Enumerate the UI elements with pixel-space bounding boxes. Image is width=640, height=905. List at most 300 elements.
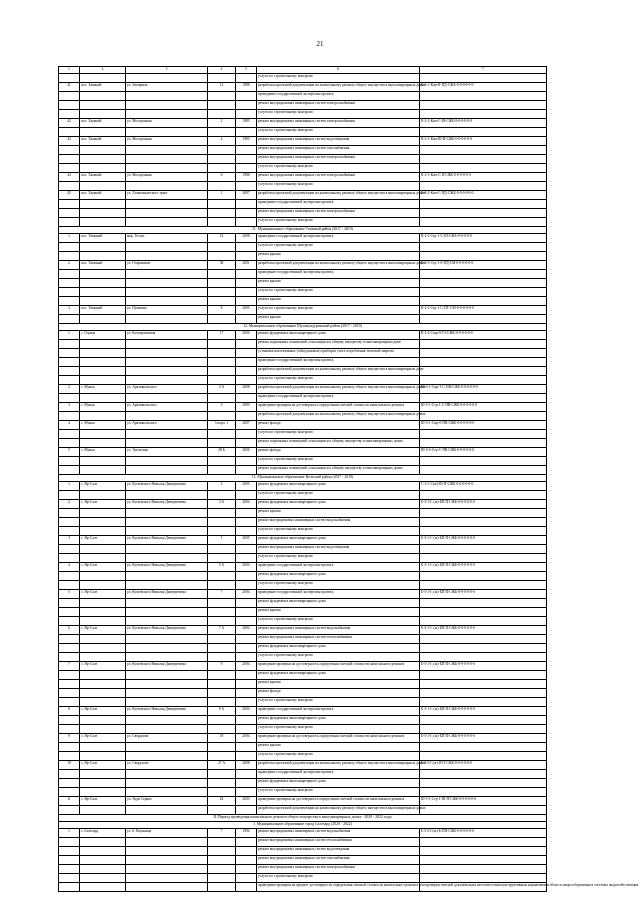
settlement-cell: пос. Таежный bbox=[80, 234, 126, 243]
row-number-cell bbox=[59, 865, 80, 874]
year-cell: 2005 bbox=[236, 306, 257, 315]
year-cell: 2006 bbox=[236, 448, 257, 457]
street-cell bbox=[126, 581, 208, 590]
code-cell bbox=[420, 288, 547, 297]
table-row bbox=[59, 788, 547, 797]
year-cell: 2007 bbox=[236, 421, 257, 430]
year-cell: 2004 bbox=[236, 662, 257, 671]
street-cell: ул. Кугаевского Николая Дмитриевича bbox=[126, 536, 208, 545]
settlement-cell bbox=[80, 74, 126, 83]
house-number-cell bbox=[208, 770, 236, 779]
section-heading-row bbox=[59, 324, 547, 331]
house-number-cell bbox=[208, 752, 236, 761]
settlement-cell: с. Яр-Сале bbox=[80, 734, 126, 743]
year-cell: 2005 bbox=[236, 536, 257, 545]
work-type-cell: услуги по строительному контролю bbox=[257, 457, 420, 466]
code-cell bbox=[420, 367, 547, 376]
code-cell bbox=[420, 101, 547, 110]
house-number-cell: 17 bbox=[208, 331, 236, 340]
street-cell bbox=[126, 856, 208, 865]
code-cell: Б-3-1-С (ж)-БП-П-СЖБ-0-0-0-0-0-0 bbox=[420, 707, 547, 716]
year-cell bbox=[236, 518, 257, 527]
year-cell bbox=[236, 164, 257, 173]
code-cell: II-2-1-Ком-С-II-СЖБ-0-0-0-0-0-0 bbox=[420, 173, 547, 182]
work-type-cell: услуги по строительному контролю bbox=[257, 617, 420, 626]
table-row bbox=[59, 500, 547, 509]
house-number-cell bbox=[208, 545, 236, 554]
table-row bbox=[59, 599, 547, 608]
row-number-cell bbox=[59, 92, 80, 101]
code-cell: Б-3-2-С(ж)-Б-ПП-СЖБ-0-0-0-0-0-0 bbox=[420, 829, 547, 838]
work-type-cell: ремонт крыши bbox=[257, 743, 420, 752]
settlement-cell bbox=[80, 297, 126, 306]
code-cell: III-5-1-Стр-1-III-П-СЖБ-0-0-0-0-0-0 bbox=[420, 797, 547, 806]
year-cell bbox=[236, 608, 257, 617]
row-number-cell bbox=[59, 752, 80, 761]
code-cell bbox=[420, 491, 547, 500]
table-row bbox=[59, 608, 547, 617]
row-number-cell bbox=[59, 608, 80, 617]
code-cell bbox=[420, 430, 547, 439]
code-cell bbox=[420, 340, 547, 349]
year-cell bbox=[236, 671, 257, 680]
street-cell bbox=[126, 297, 208, 306]
code-cell: Б-3-1-С (ж)-БП-П-СЖБ-0-0-0-0-0-0 bbox=[420, 536, 547, 545]
code-cell bbox=[420, 182, 547, 191]
table-row bbox=[59, 527, 547, 536]
row-number-cell bbox=[59, 680, 80, 689]
row-number-cell: 5 bbox=[59, 448, 80, 457]
row-number-cell bbox=[59, 883, 80, 892]
table-row bbox=[59, 173, 547, 182]
work-type-cell: услуги по строительному контролю bbox=[257, 874, 420, 883]
year-cell bbox=[236, 806, 257, 815]
code-cell bbox=[420, 847, 547, 856]
year-cell bbox=[236, 716, 257, 725]
table-row bbox=[59, 279, 547, 288]
year-cell bbox=[236, 689, 257, 698]
table-row bbox=[59, 743, 547, 752]
row-number-cell bbox=[59, 367, 80, 376]
work-type-cell: проведение государственной экспертизы проекта bbox=[257, 770, 420, 779]
settlement-cell bbox=[80, 155, 126, 164]
row-number-cell bbox=[59, 770, 80, 779]
street-cell bbox=[126, 874, 208, 883]
year-cell bbox=[236, 349, 257, 358]
page-number: 21 bbox=[316, 40, 324, 48]
code-cell bbox=[420, 581, 547, 590]
settlement-cell bbox=[80, 617, 126, 626]
row-number-cell: 41 bbox=[59, 83, 80, 92]
street-cell: ул. Пушкина bbox=[126, 306, 208, 315]
street-cell bbox=[126, 644, 208, 653]
row-number-cell bbox=[59, 200, 80, 209]
row-number-cell bbox=[59, 412, 80, 421]
row-number-cell bbox=[59, 270, 80, 279]
code-cell: II-2-2-Стр-1-С-ПТ-СМ-0-0-0-0-0-0 bbox=[420, 306, 547, 315]
house-number-cell: 27 А bbox=[208, 761, 236, 770]
work-type-cell: услуги по строительному контролю bbox=[257, 581, 420, 590]
year-cell bbox=[236, 340, 257, 349]
table-row bbox=[59, 331, 547, 340]
code-cell bbox=[420, 518, 547, 527]
work-type-cell: ремонт внутридомовых инженерных систем водоснабжения bbox=[257, 518, 420, 527]
settlement-cell bbox=[80, 164, 126, 173]
year-cell bbox=[236, 155, 257, 164]
street-cell: ул. Арктикольского bbox=[126, 403, 208, 412]
table-row bbox=[59, 191, 547, 200]
row-number-cell bbox=[59, 779, 80, 788]
house-number-cell bbox=[208, 252, 236, 261]
settlement-cell bbox=[80, 412, 126, 421]
row-number-cell bbox=[59, 617, 80, 626]
row-number-cell bbox=[59, 527, 80, 536]
work-type-cell: ремонт фундамента многоквартирного дома bbox=[257, 779, 420, 788]
year-cell bbox=[236, 243, 257, 252]
code-cell bbox=[420, 297, 547, 306]
street-cell bbox=[126, 653, 208, 662]
settlement-cell: с. Яр-Сале bbox=[80, 662, 126, 671]
house-number-cell bbox=[208, 315, 236, 324]
row-number-cell bbox=[59, 439, 80, 448]
section-heading: 11. Муниципальное образование Таежный район (2017 - 2019) bbox=[59, 227, 547, 234]
code-cell: II-2-1-Ком-III-И-СЖБ-0-0-0-0-0-0 bbox=[420, 137, 547, 146]
code-cell: Б-3-1-С (ж)-БП-П-СЖБ-0-0-0-0-0-0 bbox=[420, 500, 547, 509]
row-number-cell bbox=[59, 838, 80, 847]
table-row bbox=[59, 635, 547, 644]
settlement-cell bbox=[80, 92, 126, 101]
code-cell bbox=[420, 806, 547, 815]
work-type-cell: услуги по строительному контролю bbox=[257, 306, 420, 315]
work-type-cell: разработка проектной документации на капитальному ремонту общего имущества в многоквартирных домах bbox=[257, 412, 420, 421]
table-row bbox=[59, 671, 547, 680]
house-number-cell bbox=[208, 270, 236, 279]
work-type-cell: ремонт крыши bbox=[257, 252, 420, 261]
row-number-cell bbox=[59, 243, 80, 252]
table-row bbox=[59, 110, 547, 119]
house-number-cell bbox=[208, 883, 236, 892]
street-cell: ул. Арктикольского bbox=[126, 385, 208, 394]
house-number-cell bbox=[208, 288, 236, 297]
house-number-cell: 3 А bbox=[208, 500, 236, 509]
work-type-cell: проведение проверки на достоверность определения сметной стоимости капитального ремонта bbox=[257, 734, 420, 743]
street-cell bbox=[126, 554, 208, 563]
year-cell bbox=[236, 74, 257, 83]
header-cell: 6 bbox=[257, 67, 420, 74]
settlement-cell: пос. Хамакай bbox=[80, 173, 126, 182]
work-type-cell: услуги по строительному контролю bbox=[257, 752, 420, 761]
settlement-cell bbox=[80, 671, 126, 680]
table-row bbox=[59, 874, 547, 883]
settlement-cell bbox=[80, 752, 126, 761]
street-cell bbox=[126, 698, 208, 707]
row-number-cell: 2 bbox=[59, 500, 80, 509]
settlement-cell bbox=[80, 218, 126, 227]
row-number-cell: 7 bbox=[59, 662, 80, 671]
row-number-cell bbox=[59, 644, 80, 653]
code-cell bbox=[420, 838, 547, 847]
work-type-cell: ремонт внутридомовых инженерных систем водоотведения bbox=[257, 137, 420, 146]
house-number-cell bbox=[208, 439, 236, 448]
settlement-cell bbox=[80, 653, 126, 662]
table-row bbox=[59, 119, 547, 128]
house-number-cell: 8 bbox=[208, 306, 236, 315]
code-cell bbox=[420, 394, 547, 403]
house-number-cell bbox=[208, 243, 236, 252]
code-cell: С-3-1-С(ж)-Ш-П-СЖБ-0-0-0-0-0-0 bbox=[420, 482, 547, 491]
year-cell: 1985 bbox=[236, 137, 257, 146]
street-cell bbox=[126, 847, 208, 856]
work-type-cell: услуги по строительному контролю bbox=[257, 491, 420, 500]
work-type-cell: услуги по строительному контролю bbox=[257, 430, 420, 439]
year-cell bbox=[236, 725, 257, 734]
row-number-cell bbox=[59, 554, 80, 563]
table-row bbox=[59, 457, 547, 466]
work-type-cell: ремонт фундамента многоквартирного дома bbox=[257, 482, 420, 491]
house-number-cell: 9 bbox=[208, 662, 236, 671]
row-number-cell bbox=[59, 635, 80, 644]
settlement-cell: с. Мунья bbox=[80, 385, 126, 394]
year-cell bbox=[236, 545, 257, 554]
code-cell bbox=[420, 856, 547, 865]
street-cell bbox=[126, 779, 208, 788]
street-cell: ул. Молодежная bbox=[126, 173, 208, 182]
table-header-row bbox=[59, 67, 547, 74]
table-row bbox=[59, 662, 547, 671]
work-type-cell: услуги по строительному контролю bbox=[257, 527, 420, 536]
house-number-cell bbox=[208, 518, 236, 527]
code-cell bbox=[420, 110, 547, 119]
house-number-cell bbox=[208, 788, 236, 797]
work-type-cell: разработка проектной документации на капитальному ремонту общего имущества в многоквартирных домах bbox=[257, 761, 420, 770]
work-type-cell: проведение государственной экспертизы проекта bbox=[257, 590, 420, 599]
house-number-cell: 1 bbox=[208, 191, 236, 200]
row-number-cell bbox=[59, 788, 80, 797]
code-cell: III-3-1-Смр-1-С-ПВ-СЖБ-0-0-0-0-0-0 bbox=[420, 385, 547, 394]
work-type-cell: ремонт внутридомовых инженерных систем газоснабжения bbox=[257, 856, 420, 865]
code-cell bbox=[420, 770, 547, 779]
table-row bbox=[59, 680, 547, 689]
year-cell: 1988 bbox=[236, 83, 257, 92]
table-row bbox=[59, 590, 547, 599]
work-type-cell: ремонт фундамента многоквартирного дома bbox=[257, 331, 420, 340]
settlement-cell bbox=[80, 743, 126, 752]
code-cell bbox=[420, 716, 547, 725]
street-cell bbox=[126, 288, 208, 297]
house-number-cell bbox=[208, 128, 236, 137]
table-row bbox=[59, 626, 547, 635]
house-number-cell bbox=[208, 725, 236, 734]
street-cell: ул. Худи Серако bbox=[126, 797, 208, 806]
house-number-cell: 4 bbox=[208, 137, 236, 146]
work-type-cell: ремонт фундамента многоквартирного дома bbox=[257, 500, 420, 509]
row-number-cell bbox=[59, 288, 80, 297]
year-cell: 2008 bbox=[236, 385, 257, 394]
table-row bbox=[59, 563, 547, 572]
settlement-cell bbox=[80, 376, 126, 385]
settlement-cell: пос. Хамакай bbox=[80, 137, 126, 146]
year-cell bbox=[236, 367, 257, 376]
row-number-cell bbox=[59, 315, 80, 324]
house-number-cell: 7 bbox=[208, 590, 236, 599]
work-type-cell: ремонт фасада bbox=[257, 689, 420, 698]
settlement-cell: пос. Таежный bbox=[80, 306, 126, 315]
row-number-cell bbox=[59, 545, 80, 554]
table-row bbox=[59, 83, 547, 92]
year-cell: 1994 bbox=[236, 829, 257, 838]
header-cell: 5 bbox=[236, 67, 257, 74]
row-number-cell: 3 bbox=[59, 536, 80, 545]
work-type-cell: проведение государственной экспертизы проекта bbox=[257, 358, 420, 367]
row-number-cell: 4 bbox=[59, 421, 80, 430]
table-row bbox=[59, 734, 547, 743]
table-row bbox=[59, 430, 547, 439]
work-type-cell: ремонт крыши bbox=[257, 279, 420, 288]
row-number-cell bbox=[59, 74, 80, 83]
work-type-cell: услуги по строительному контролю bbox=[257, 128, 420, 137]
code-cell bbox=[420, 128, 547, 137]
street-cell bbox=[126, 518, 208, 527]
street-cell bbox=[126, 617, 208, 626]
year-cell bbox=[236, 698, 257, 707]
work-type-cell: ремонт крыши bbox=[257, 608, 420, 617]
table-row bbox=[59, 482, 547, 491]
settlement-cell: пос. Хамакай bbox=[80, 191, 126, 200]
street-cell bbox=[126, 243, 208, 252]
settlement-cell bbox=[80, 698, 126, 707]
table-row bbox=[59, 806, 547, 815]
year-cell bbox=[236, 297, 257, 306]
settlement-cell bbox=[80, 554, 126, 563]
house-number-cell bbox=[208, 671, 236, 680]
street-cell bbox=[126, 752, 208, 761]
street-cell: мкр. Геолог bbox=[126, 234, 208, 243]
code-cell bbox=[420, 155, 547, 164]
settlement-cell bbox=[80, 518, 126, 527]
house-number-cell bbox=[208, 394, 236, 403]
house-number-cell bbox=[208, 457, 236, 466]
house-number-cell bbox=[208, 101, 236, 110]
street-cell bbox=[126, 716, 208, 725]
row-number-cell bbox=[59, 218, 80, 227]
code-cell: Б-3-1-С (ж)-БП-П-СЖБ-0-0-0-0-0-0 bbox=[420, 734, 547, 743]
settlement-cell bbox=[80, 367, 126, 376]
year-cell bbox=[236, 752, 257, 761]
work-type-cell: ремонт внутридомовых инженерных систем электроснабжения bbox=[257, 119, 420, 128]
street-cell bbox=[126, 218, 208, 227]
street-cell bbox=[126, 315, 208, 324]
row-number-cell bbox=[59, 349, 80, 358]
work-type-cell: ремонт внутридомовых инженерных систем электроснабжения bbox=[257, 173, 420, 182]
work-type-cell: ремонт крыши bbox=[257, 297, 420, 306]
street-cell: ул. Кугаевского Николая Дмитриевича bbox=[126, 590, 208, 599]
house-number-cell: 7 А bbox=[208, 626, 236, 635]
code-cell bbox=[420, 243, 547, 252]
code-cell bbox=[420, 788, 547, 797]
work-type-cell: ремонт крыши bbox=[257, 315, 420, 324]
street-cell bbox=[126, 340, 208, 349]
row-number-cell: 45 bbox=[59, 191, 80, 200]
settlement-cell: пос. Таежный bbox=[80, 261, 126, 270]
row-number-cell bbox=[59, 572, 80, 581]
year-cell bbox=[236, 209, 257, 218]
street-cell bbox=[126, 865, 208, 874]
row-number-cell bbox=[59, 101, 80, 110]
table-row bbox=[59, 394, 547, 403]
code-cell bbox=[420, 725, 547, 734]
table-row bbox=[59, 209, 547, 218]
table-row bbox=[59, 617, 547, 626]
settlement-cell: с. Яр-Сале bbox=[80, 500, 126, 509]
settlement-cell bbox=[80, 209, 126, 218]
table-row bbox=[59, 779, 547, 788]
street-cell bbox=[126, 545, 208, 554]
row-number-cell bbox=[59, 376, 80, 385]
code-cell bbox=[420, 509, 547, 518]
house-number-cell bbox=[208, 209, 236, 218]
row-number-cell bbox=[59, 182, 80, 191]
settlement-cell bbox=[80, 838, 126, 847]
code-cell bbox=[420, 671, 547, 680]
settlement-cell bbox=[80, 270, 126, 279]
street-cell bbox=[126, 743, 208, 752]
house-number-cell bbox=[208, 367, 236, 376]
row-number-cell bbox=[59, 146, 80, 155]
row-number-cell bbox=[59, 155, 80, 164]
code-cell bbox=[420, 74, 547, 83]
year-cell: 2004 bbox=[236, 707, 257, 716]
header-cell: 4 bbox=[208, 67, 236, 74]
row-number-cell bbox=[59, 518, 80, 527]
row-number-cell: 3 bbox=[59, 306, 80, 315]
table-row bbox=[59, 376, 547, 385]
house-number-cell: 5 корп. 1 bbox=[208, 421, 236, 430]
street-cell bbox=[126, 806, 208, 815]
settlement-cell bbox=[80, 770, 126, 779]
house-number-cell bbox=[208, 698, 236, 707]
table-row bbox=[59, 367, 547, 376]
work-type-cell: проведение проверки на достоверность определения сметной стоимости капитального ремонта bbox=[257, 662, 420, 671]
row-number-cell: 4 bbox=[59, 563, 80, 572]
row-number-cell bbox=[59, 340, 80, 349]
street-cell bbox=[126, 430, 208, 439]
row-number-cell bbox=[59, 209, 80, 218]
settlement-cell bbox=[80, 635, 126, 644]
settlement-cell bbox=[80, 725, 126, 734]
work-type-cell: проведение государственной экспертизы проекта bbox=[257, 563, 420, 572]
row-number-cell bbox=[59, 856, 80, 865]
year-cell bbox=[236, 554, 257, 563]
code-cell: II-2-2-Сшр-0-Т3-СЖБ-0-0-0-0-0-0 bbox=[420, 331, 547, 340]
house-number-cell bbox=[208, 572, 236, 581]
house-number-cell bbox=[208, 806, 236, 815]
house-number-cell bbox=[208, 412, 236, 421]
street-cell bbox=[126, 252, 208, 261]
year-cell bbox=[236, 412, 257, 421]
work-type-cell: ремонт внутридомовых инженерных систем водоснабжения bbox=[257, 829, 420, 838]
work-type-cell: ремонт внутридомовых инженерных систем электроснабжения bbox=[257, 155, 420, 164]
street-cell: ул. Хатымыкитского тракт bbox=[126, 191, 208, 200]
settlement-cell: пос. Хамакай bbox=[80, 119, 126, 128]
table-row bbox=[59, 349, 547, 358]
table-row bbox=[59, 164, 547, 173]
row-number-cell bbox=[59, 689, 80, 698]
house-number-cell bbox=[208, 779, 236, 788]
table-row bbox=[59, 725, 547, 734]
table-row bbox=[59, 761, 547, 770]
settlement-cell bbox=[80, 457, 126, 466]
year-cell: 2004 bbox=[236, 590, 257, 599]
